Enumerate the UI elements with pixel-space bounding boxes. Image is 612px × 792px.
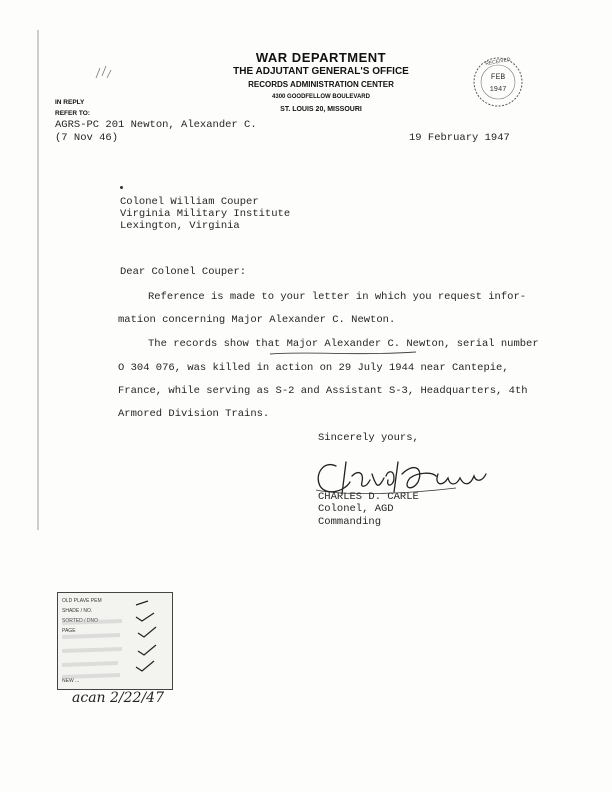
bullet-mark (120, 186, 123, 189)
letterhead-street: 4300 GOODFELLOW BOULEVARD (272, 94, 370, 100)
routing-stamp-line: NEW ... (62, 678, 80, 684)
routing-check-marks (130, 595, 170, 687)
paragraph-2-line-1: The records show that Major Alexander C. Newton, serial number (148, 338, 539, 350)
paragraph-2-line-3: France, while serving as S-2 and Assistant S-3, Headquarters, 4th (118, 385, 528, 397)
salutation: Dear Colonel Couper: (120, 266, 247, 278)
addressee-location: Lexington, Virginia (120, 220, 240, 232)
reply-label-2: REFER TO: (55, 110, 90, 117)
reply-reference: AGRS-PC 201 Newton, Alexander C. (55, 119, 257, 131)
received-stamp-year: 1947 (489, 86, 507, 94)
reply-reference-date: (7 Nov 46) (55, 132, 119, 144)
routing-stamp-line: PAGE (62, 628, 76, 634)
routing-stamp (57, 592, 173, 690)
signatory-name: CHARLES D. CARLE (318, 491, 419, 503)
paragraph-1-line-1: Reference is made to your letter in which you request infor- (148, 291, 527, 303)
signatory-title: Commanding (318, 516, 382, 528)
paragraph-2-line-4: Armored Division Trains. (118, 408, 270, 420)
closing: Sincerely yours, (318, 432, 419, 444)
handwritten-annotation: acan 2/22/47 (72, 690, 164, 706)
letterhead-center: RECORDS ADMINISTRATION CENTER (248, 80, 394, 89)
pen-underline (268, 349, 418, 359)
received-stamp (472, 56, 524, 108)
letter-date: 19 February 1947 (409, 132, 510, 144)
routing-shading (62, 613, 122, 683)
received-stamp-top: RECEIVED (484, 56, 512, 68)
addressee-name: Colonel William Couper (120, 196, 259, 208)
routing-stamp-line: SHADE / NO. (62, 608, 93, 614)
letterhead-city: ST. LOUIS 20, MISSOURI (280, 106, 362, 113)
letterhead-office: THE ADJUTANT GENERAL'S OFFICE (233, 66, 409, 77)
paragraph-2-line-2: O 304 076, was killed in action on 29 July 1944 near Cantepie, (118, 362, 509, 374)
reply-label-1: IN REPLY (55, 99, 85, 106)
scan-mark (94, 64, 114, 80)
routing-stamp-line: OLD PLAVE PEM (62, 598, 102, 604)
received-stamp-month: FEB (490, 73, 506, 82)
margin-line (36, 30, 40, 530)
addressee-institution: Virginia Military Institute (120, 208, 291, 220)
routing-stamp-line: SORTED / DNO (62, 618, 99, 624)
signatory-rank: Colonel, AGD (318, 503, 394, 515)
letterhead-dept: WAR DEPARTMENT (255, 50, 387, 65)
paragraph-1-line-2: mation concerning Major Alexander C. Newton. (118, 314, 396, 326)
